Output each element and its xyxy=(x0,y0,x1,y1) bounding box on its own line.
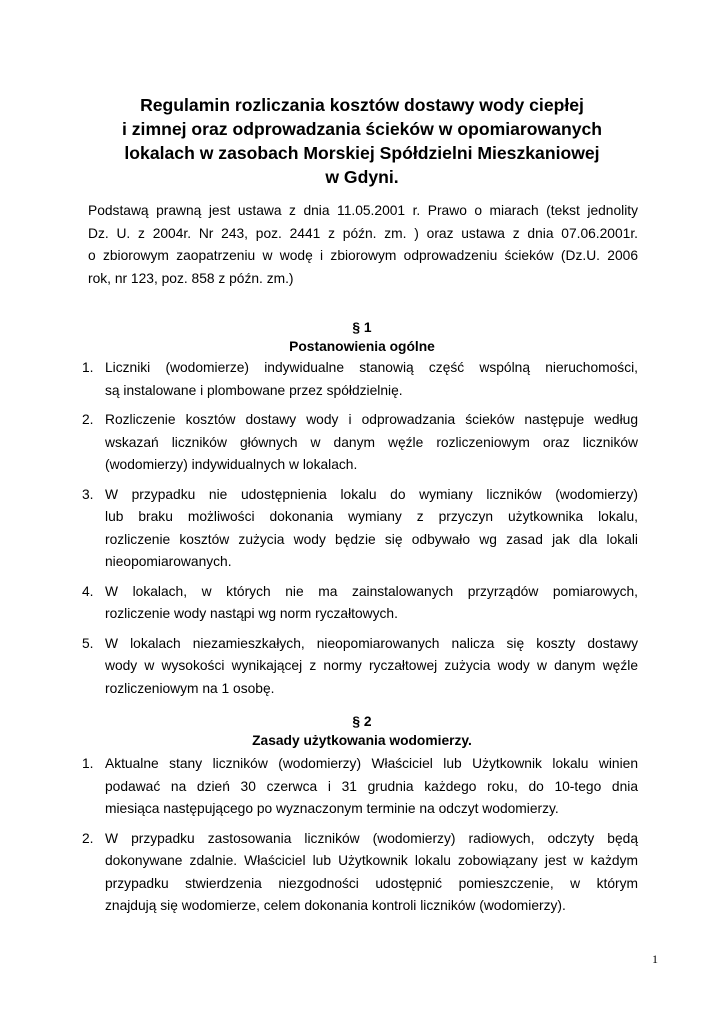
section-1-list xyxy=(82,357,638,700)
item-line: wskazań liczników głównych w danym węźle rozliczeniowym oraz liczników xyxy=(105,434,638,450)
item-number: 2. xyxy=(82,830,94,846)
list-item xyxy=(82,828,638,918)
item-line: (wodomierzy) indywidualnych w lokalach. xyxy=(105,457,358,472)
list-item xyxy=(82,581,638,626)
item-line: Liczniki (wodomierze) indywidualne stanowią część wspólną nieruchomości, xyxy=(105,360,638,375)
item-number: 2. xyxy=(82,412,94,427)
list-item xyxy=(82,753,638,821)
item-line: wody w wysokości wynikającej z normy ryczałtowej zużycia wody w danym węźle xyxy=(105,658,638,673)
item-line: lub braku możliwości dokonania wymiany z przyczyn użytkownika lokalu, xyxy=(105,509,638,524)
item-line: rozliczeniowym na 1 osobę. xyxy=(105,680,275,696)
item-line: podawać na dzień 30 czerwca i 31 grudnia każdego roku, do 10-tego dnia xyxy=(105,778,638,794)
item-line: W przypadku nie udostępnienia lokalu do wymiany liczników (wodomierzy) xyxy=(105,486,638,502)
item-line: znajdują się wodomierze, celem dokonania kontroli liczników (wodomierzy). xyxy=(105,898,566,913)
item-line: rozliczenie wody nastąpi wg norm ryczałtowych. xyxy=(105,606,398,621)
section-number: § 2 xyxy=(352,714,372,729)
item-line: Aktualne stany liczników (wodomierzy) Właściciel lub Użytkownik lokalu winien xyxy=(105,756,638,771)
item-line: W przypadku zastosowania liczników (wodomierzy) radiowych, odczyty będą xyxy=(105,830,638,846)
item-line: W lokalach niezamieszkałych, nieopomiarowanych nalicza się koszty dostawy xyxy=(105,635,638,651)
section-title: Zasady użytkowania wodomierzy. xyxy=(252,733,472,748)
item-number: 3. xyxy=(82,486,94,502)
title-line: Regulamin rozliczania kosztów dostawy wody ciepłej xyxy=(140,95,584,115)
item-line: przypadku stwierdzenia niezgodności udostępnić pomieszczenie, w którym xyxy=(105,875,638,891)
section-2-list xyxy=(82,753,638,918)
page-number: 1 xyxy=(652,952,658,966)
section-1-heading xyxy=(88,318,636,356)
item-line: W lokalach, w których nie ma zainstalowanych przyrządów pomiarowych, xyxy=(105,583,638,599)
item-number: 5. xyxy=(82,635,94,651)
legal-basis-line: Dz. U. z 2004r. Nr 243, poz. 2441 z późn. zm. ) oraz ustawa z dnia 07.06.2001r. xyxy=(88,225,638,241)
list-item xyxy=(82,409,638,477)
document-title xyxy=(88,93,636,189)
legal-basis-line: o zbiorowym zaopatrzeniu w wodę i zbiorowym odprowadzeniu ścieków (Dz.U. 2006 xyxy=(88,248,638,263)
item-number: 1. xyxy=(82,360,94,375)
item-number: 1. xyxy=(82,756,94,771)
item-number: 4. xyxy=(82,583,94,599)
legal-basis-line: rok, nr 123, poz. 858 z późn. zm.) xyxy=(88,270,294,286)
legal-basis-paragraph xyxy=(88,200,638,290)
item-line: Rozliczenie kosztów dostawy wody i odprowadzania ścieków następuje według xyxy=(105,412,638,427)
item-line: rozliczenie kosztów zużycia wody będzie się odbywało wg zasad jak dla lokali xyxy=(105,531,638,547)
item-line: są instalowane i plombowane przez spółdzielnię. xyxy=(105,382,403,398)
item-line: nieopomiarowanych. xyxy=(105,554,232,569)
section-title: Postanowienia ogólne xyxy=(289,339,435,354)
list-item xyxy=(82,484,638,574)
section-number: § 1 xyxy=(352,320,372,335)
legal-basis-line: Podstawą prawną jest ustawa z dnia 11.05.2001 r. Prawo o miarach (tekst jednolity xyxy=(88,203,638,218)
title-line: i zimnej oraz odprowadzania ścieków w opomiarowanych xyxy=(121,119,603,139)
item-line: dokonywane zdalnie. Właściciel lub Użytkownik lokalu zobowiązany jest w każdym xyxy=(105,853,638,868)
section-2-heading xyxy=(88,712,636,750)
item-line: miesiąca następującego po wyznaczonym terminie na odczyt wodomierzy. xyxy=(105,801,559,816)
title-line: w Gdyni. xyxy=(325,167,399,187)
title-line: lokalach w zasobach Morskiej Spółdzielni Mieszkaniowej xyxy=(124,143,600,163)
list-item xyxy=(82,633,638,701)
list-item xyxy=(82,357,638,402)
